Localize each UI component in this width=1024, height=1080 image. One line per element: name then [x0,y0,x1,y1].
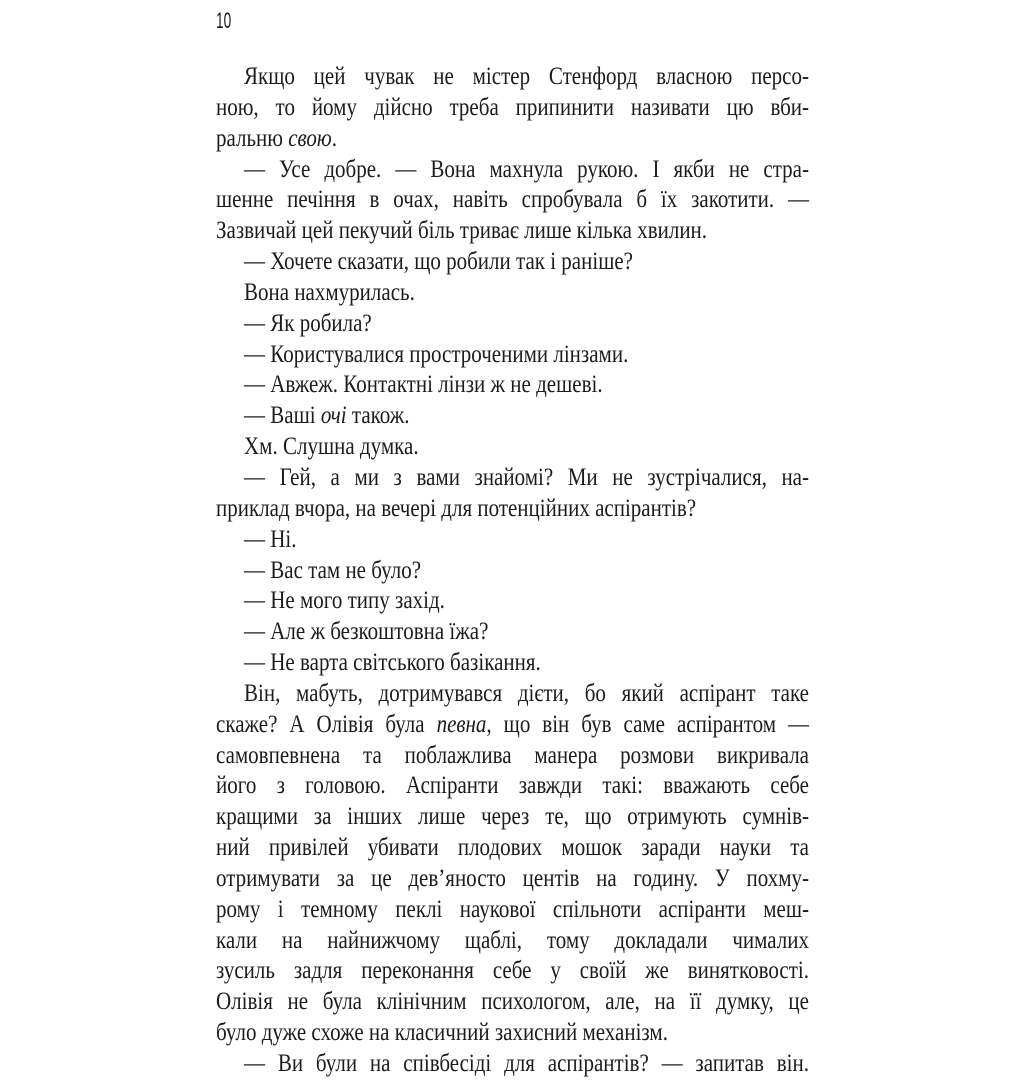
text-line-content [216,124,337,155]
text-run: також. [346,402,410,430]
text-line-content [244,370,603,401]
text-line [216,864,809,895]
text-run: ральню [216,124,289,152]
text-line [216,926,809,957]
text-run: Хм. Слушна думка. [244,433,419,461]
text-line-content [244,309,372,340]
text-run: — Не варта світського базікання. [244,649,541,677]
text-line [216,93,809,124]
text-line [216,278,809,309]
text-run: ний привілей убивати плодових мошок заради науки та [216,834,809,862]
text-line-content [216,216,707,247]
emphasis-text: свою [288,124,332,152]
text-line [216,771,809,802]
text-run: його з головою. Аспіранти завжди такі: вважають себе [216,772,809,800]
text-line-content [244,556,421,587]
text-run: шенне печіння в очах, навіть спробувала б їх закотити. — [216,186,809,214]
text-run: кали на найнижчому щаблі, тому докладали чималих [216,926,809,954]
text-run: — Не мого типу захід. [244,587,445,615]
text-line [216,710,809,741]
text-line [216,463,809,494]
text-line [216,741,809,772]
text-line-content [244,247,633,278]
text-line [216,525,809,556]
text-line [216,987,809,1018]
text-line [216,1018,809,1049]
text-line [216,370,809,401]
text-line-content [244,155,809,186]
text-line [216,401,809,432]
text-line [216,185,809,216]
text-line [216,556,809,587]
text-line-content [216,956,809,987]
text-run: — Ваші [244,402,321,430]
text-line [216,679,809,710]
text-run: — Але ж безкоштовна їжа? [244,618,489,646]
text-line [216,494,809,525]
text-run: Зазвичай цей пекучий біль триває лише кілька хвилин. [216,217,708,245]
text-line-content [244,340,628,371]
text-line [216,309,809,340]
text-line [216,956,809,987]
text-line-content [216,741,809,772]
text-line-content [216,864,809,895]
text-line [216,833,809,864]
text-line-content [216,926,809,957]
text-line [216,247,809,278]
text-line-content [216,771,809,802]
text-run: — Гей, а ми з вами знайомі? Ми не зустрічалися, на- [244,463,809,491]
text-run: — Усе добре. — Вона махнула рукою. І якби не стра- [244,155,809,183]
emphasis-text: певна [436,710,487,738]
text-line-content [244,463,809,494]
text-line-content [216,93,809,124]
body-text [216,62,809,1080]
text-run: — Як робила? [244,309,372,337]
text-run: отримувати за це дев’яносто центів на годину. У похму- [216,864,809,892]
emphasis-text: очі [320,402,347,430]
text-line [216,617,809,648]
text-line-content [244,1049,809,1080]
text-line [216,648,809,679]
text-run: — Вас там не було? [244,556,422,584]
text-line-content [216,494,696,525]
text-line-content [216,895,809,926]
text-run: скаже? А Олівія була [216,710,437,738]
text-run: рому і темному пеклі наукової спільноти аспіранти меш- [216,895,809,923]
text-line-content [244,586,445,617]
text-run: самовпевнена та поблажлива манера розмови викривала [216,741,809,769]
text-run: — Авжеж. Контактні лінзи ж не дешеві. [244,371,603,399]
text-line-content [244,62,809,93]
text-run: приклад вчора, на вечері для потенційних аспірантів? [216,494,697,522]
text-run: було дуже схоже на класичний захисний механізм. [216,1019,668,1047]
text-line [216,586,809,617]
text-line [216,216,809,247]
text-run: Олівія не була клінічним психологом, але, на її думку, це [216,988,809,1016]
text-line-content [244,525,297,556]
text-run: — Хочете сказати, що робили так і раніше? [244,248,634,276]
text-run: — Ні. [244,525,297,553]
text-line-content [216,802,809,833]
text-run: кращими за інших лише через те, що отримують сумнів- [216,803,809,831]
text-run: — Ви були на співбесіді для аспірантів? — запитав він. [244,1050,809,1077]
text-line-content [216,710,809,741]
text-line [216,802,809,833]
text-line [216,1049,809,1080]
text-line-content [244,278,415,309]
text-run: , що він був саме аспірантом — [486,710,809,738]
text-run: Вона нахмурилась. [244,278,415,306]
text-line-content [244,432,419,463]
page-number: 10 [216,8,232,33]
text-line-content [244,617,488,648]
text-line-content [216,833,809,864]
text-line [216,340,809,371]
text-line [216,62,809,93]
text-line-content [244,648,541,679]
text-run: . [331,124,337,152]
text-line [216,432,809,463]
text-run: ною, то йому дійсно треба припинити називати цю вби- [216,93,809,121]
text-line [216,155,809,186]
text-line-content [216,987,809,1018]
text-line-content [244,401,410,432]
text-line-content [216,185,809,216]
text-line [216,124,809,155]
text-run: зусиль задля переконання себе у своїй же винятковості. [216,957,809,985]
text-run: Якщо цей чувак не містер Стенфорд власною персо- [244,63,809,90]
text-line [216,895,809,926]
text-run: Він, мабуть, дотримувався дієти, бо який аспірант таке [244,679,809,707]
text-line-content [244,679,809,710]
text-line-content [216,1018,668,1049]
text-run: — Користувалися простроченими лінзами. [244,340,629,368]
